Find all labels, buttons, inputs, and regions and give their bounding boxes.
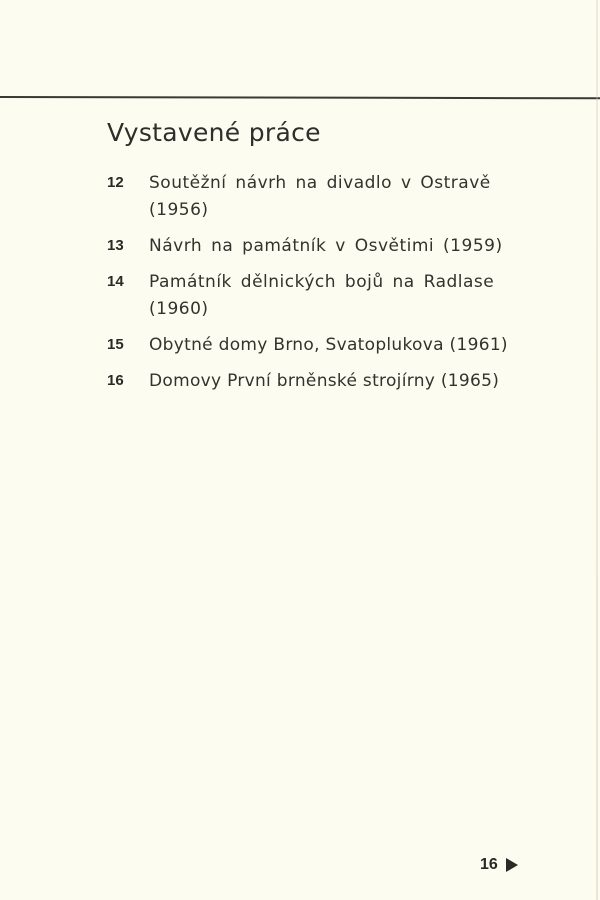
item-number: 12 xyxy=(107,174,124,191)
list-item xyxy=(107,332,527,359)
item-text: Památník dělnických bojů na Radlase (1960) xyxy=(149,272,495,319)
item-number: 15 xyxy=(107,336,124,353)
horizontal-rule xyxy=(0,96,600,99)
item-number: 14 xyxy=(107,273,124,290)
list-item xyxy=(107,269,527,323)
page-edge xyxy=(596,0,598,900)
list-item xyxy=(107,233,527,260)
section-heading: Vystavené práce xyxy=(107,118,321,147)
list-item xyxy=(107,170,527,224)
item-number: 13 xyxy=(107,237,124,254)
item-text: Obytné domy Brno, Svatoplukova (1961) xyxy=(149,335,508,355)
item-text: Soutěžní návrh na divadlo v Ostravě (1956) xyxy=(149,173,491,220)
item-text: Domovy První brněnské strojírny (1965) xyxy=(149,371,500,391)
page-number: 16 xyxy=(480,856,498,873)
item-text: Návrh na památník v Osvětimi (1959) xyxy=(149,236,503,256)
list-item xyxy=(107,368,527,395)
page-footer xyxy=(480,856,518,874)
right-triangle-arrow-icon xyxy=(506,858,518,872)
item-number: 16 xyxy=(107,372,124,389)
exhibited-works-list xyxy=(107,170,527,404)
